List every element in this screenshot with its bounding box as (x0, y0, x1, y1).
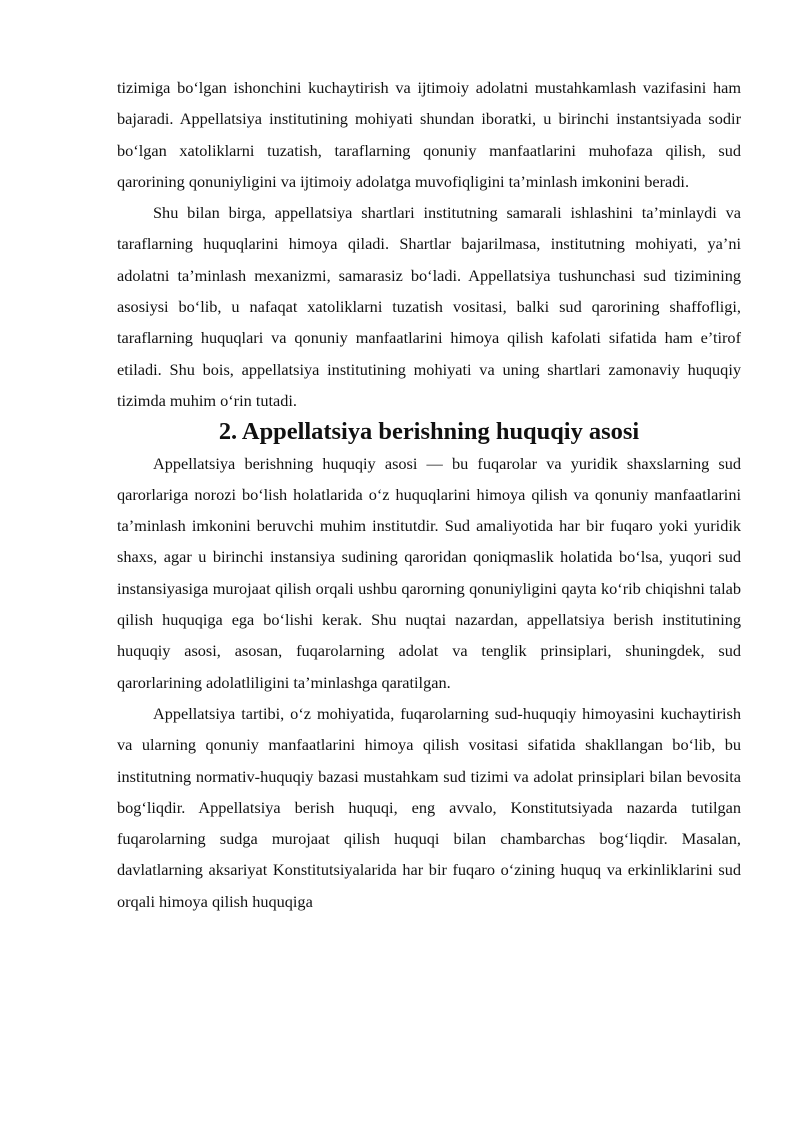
paragraph-appellation-procedure: Appellatsiya tartibi, o‘z mohiyatida, fuqarolarning sud-huquqiy himoyasini kuchaytirish va ularning qonuniy manfaatlarini himoya qilish vositasi sifatida shakllangan bo‘lib, bu institutning normativ-huquqiy bazasi mustahkam sud tizimi va adolat prinsiplari bilan bevosita bog‘liqdir. Appellatsiya berish huquqi, eng avvalo, Konstitutsiyada nazarda tutilgan fuqarolarning sudga murojaat qilish huquqi bilan chambarchas bog‘liqdir. Masalan, davlatlarning aksariyat Konstitutsiyalarida har bir fuqaro o‘zining huquq va erkinliklarini sud orqali himoya qilish huquqiga (117, 703, 741, 911)
paragraph-appellation-conditions: Shu bilan birga, appellatsiya shartlari institutning samarali ishlashini ta’minlaydi va taraflarning huquqlarini himoya qiladi. Shartlar bajarilmasa, institutning mohiyati, ya’ni adolatni ta’minlash mexanizmi, samarasiz bo‘ladi. Appellatsiya tushunchasi sud tizimining asosiysi bo‘lib, u nafaqat xatoliklarni tuzatish vositasi, balki sud qarorining shaffofligi, taraflarning huquqlari va qonuniy manfaatlarini himoya qilish kafolati sifatida ham e’tirof etiladi. Shu bois, appellatsiya institutining mohiyati va uning shartlari zamonaviy huquqiy tizimda muhim o‘rin tutadi. (117, 203, 741, 410)
paragraph-continuation: tizimiga bo‘lgan ishonchini kuchaytirish va ijtimoiy adolatni mustahkamlash vazifasini ham bajaradi. Appellatsiya institutining mohiyati shundan iboratki, u birinchi instantsiyada sodir bo‘lgan xatoliklarni tuzatish, taraflarning qonuniy manfaatlarini muhofaza qilish, sud qarorining qonuniyligini va ijtimoiy adolatga muvofiqligini ta’minlash imkonini beradi. (117, 78, 741, 191)
paragraph-legal-basis: Appellatsiya berishning huquqiy asosi — bu fuqarolar va yuridik shaxslarning sud qarorlariga norozi bo‘lish holatlarida o‘z huquqlarini himoya qilish va qonuniy manfaatlarini ta’minlash imkonini beruvchi muhim institutdir. Sud amaliyotida har bir fuqaro yoki yuridik shaxs, agar u birinchi instansiya sudining qaroridan qoniqmaslik holatida bo‘lsa, yuqori sud instansiyasiga murojaat qilish orqali ushbu qarorning qonuniyligini qayta ko‘rib chiqishni talab qilish huquqiga ega bo‘lishi kerak. Shu nuqtai nazardan, appellatsiya berish institutining huquqiy asosi, asosan, fuqarolarning adolat va tenglik prinsiplari, shuningdek, sud qarorlarining adolatliligini ta’minlashga qaratilgan. (117, 453, 741, 692)
document-page (117, 72, 741, 917)
section-heading: 2. Appellatsiya berishning huquqiy asosi (218, 418, 640, 446)
